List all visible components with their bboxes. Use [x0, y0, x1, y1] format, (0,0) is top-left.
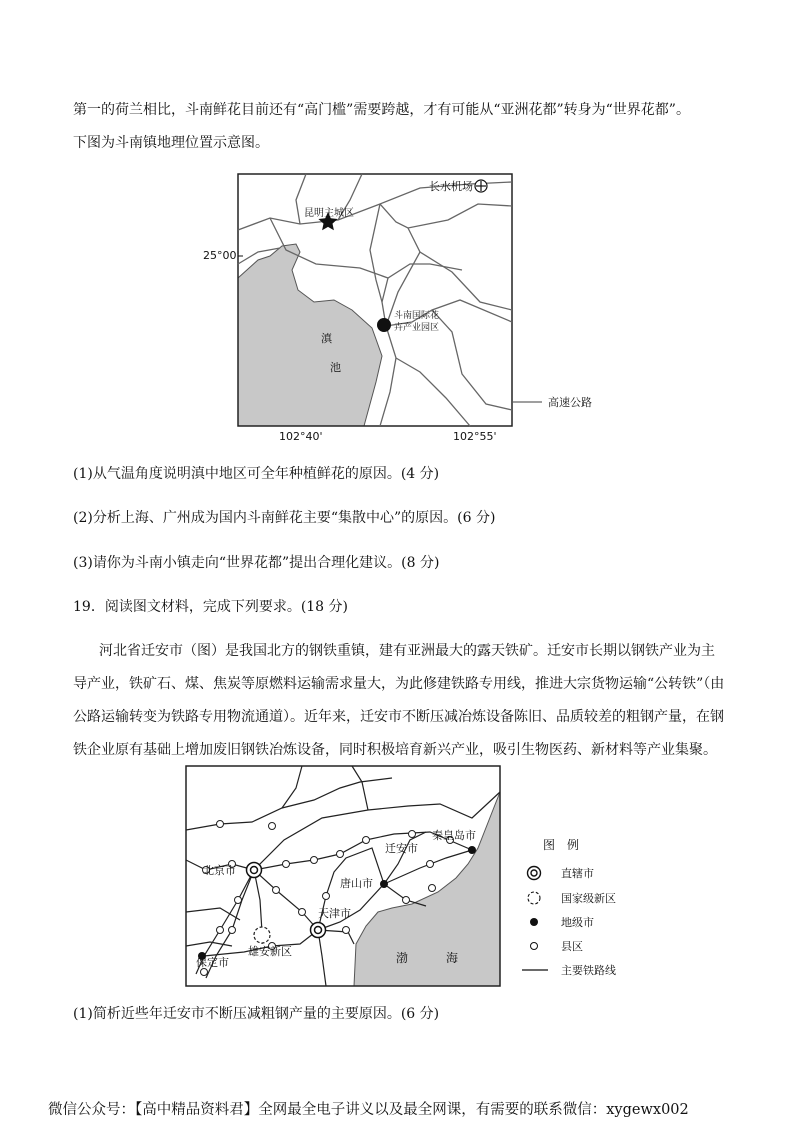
legend-railway: 主要铁路线 [561, 964, 616, 977]
legend-municipality: 直辖市 [561, 867, 594, 880]
question-19-title: 19．阅读图文材料，完成下列要求。(18 分) [73, 599, 349, 615]
dianchi-lake [238, 244, 382, 426]
question-18-2: (2)分析上海、广州成为国内斗南鲜花主要“集散中心”的原因。(6 分) [73, 510, 496, 526]
airport-icon [475, 180, 487, 192]
longitude-left-label: 102°40' [279, 430, 323, 443]
tangshan-label: 唐山市 [340, 877, 373, 890]
latitude-label: 25°00' [203, 249, 240, 262]
xiongan-marker [254, 927, 270, 943]
legend-newarea-icon [528, 892, 540, 904]
beijing-label: 北京市 [203, 864, 236, 877]
lake-label-2: 池 [330, 361, 341, 374]
question-18-3: (3)请你为斗南小镇走向“世界花都”提出合理化建议。(8 分) [73, 555, 440, 571]
legend-newarea: 国家级新区 [561, 892, 616, 905]
q19-paragraph-line-1: 河北省迁安市（图）是我国北方的钢铁重镇，建有亚洲最大的露天铁矿。迁安市长期以钢铁产业为主 [99, 643, 715, 659]
kunming-label: 昆明主城区 [304, 208, 354, 219]
sea-label-bo: 渤 [396, 951, 409, 965]
beijing-marker [247, 863, 262, 878]
qianan-location-map [0, 760, 800, 996]
q19-paragraph-line-2: 导产业，铁矿石、煤、焦炭等原燃料运输需求量大，为此修建铁路专用线，推进大宗货物运输“公转铁”（由 [73, 676, 725, 692]
xiongan-label: 雄安新区 [248, 945, 292, 958]
qinhuangdao-marker [468, 846, 476, 854]
tianjin-label: 天津市 [318, 907, 351, 920]
qinhuangdao-label: 秦皇岛市 [432, 829, 476, 842]
q19-paragraph-line-4: 铁企业原有基础上增加废旧钢铁冶炼设备，同时积极培育新兴产业，吸引生物医药、新材料等产业集聚。 [73, 742, 717, 758]
lake-label-1: 滇 [321, 332, 332, 345]
bohai-sea [354, 792, 500, 986]
tianjin-marker [311, 923, 326, 938]
dounan-park-marker [377, 318, 391, 332]
question-18-1: (1)从气温角度说明滇中地区可全年种植鲜花的原因。(4 分) [73, 466, 440, 482]
baoding-label: 保定市 [196, 956, 229, 969]
question-19-1: (1)简析近些年迁安市不断压减粗钢产量的主要原因。(6 分) [73, 1006, 440, 1022]
qianan-label: 迁安市 [385, 842, 418, 855]
tangshan-marker [380, 880, 388, 888]
legend-title: 图 例 [543, 838, 580, 852]
legend-municipality-icon [528, 867, 541, 880]
footer-note: 微信公众号：【高中精品资料君】全网最全电子讲义以及最全网课，有需要的联系微信：xygewx002 [48, 1102, 689, 1118]
longitude-right-label: 102°55' [453, 430, 497, 443]
intro-line-2: 下图为斗南镇地理位置示意图。 [73, 135, 269, 151]
legend-prefecture: 地级市 [561, 916, 594, 929]
dounan-location-map [0, 160, 800, 460]
dounan-park-label-1: 斗南国际花 [394, 311, 440, 321]
dounan-park-label-2: 卉产业园区 [394, 323, 440, 333]
legend-county: 县区 [561, 940, 583, 953]
sea-label-hai: 海 [446, 951, 459, 965]
q19-paragraph-line-3: 公路运输转变为铁路专用物流通道）。近年来，迁安市不断压减冶炼设备陈旧、品质较差的粗钢产量，在钢 [73, 709, 724, 725]
highway-legend-label: 高速公路 [548, 396, 592, 409]
legend-county-icon [531, 943, 538, 950]
intro-line-1: 第一的荷兰相比，斗南鲜花目前还有“高门槛”需要跨越，才有可能从“亚洲花都”转身为“世界花都”。 [73, 102, 690, 118]
airport-label: 长水机场 [429, 180, 473, 193]
legend-prefecture-icon [530, 918, 538, 926]
